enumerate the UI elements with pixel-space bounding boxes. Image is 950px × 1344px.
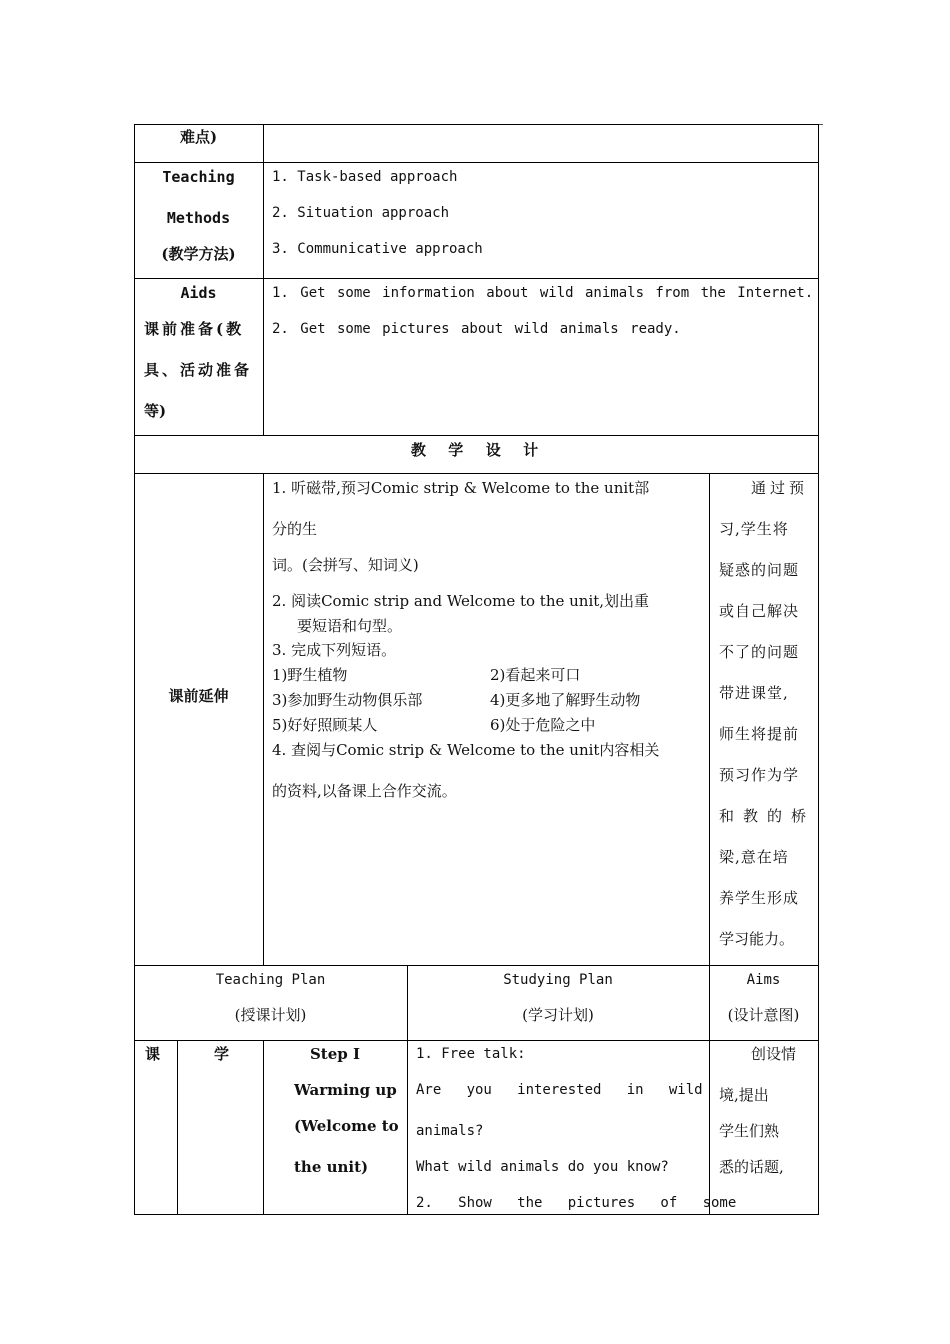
step-title: Step Ⅰ (309, 1045, 361, 1063)
teaching-plan-header-cn: (授课计划) (234, 1006, 307, 1024)
phrase-item: 4)更多地了解野生动物 (490, 691, 641, 709)
row-divider (134, 473, 819, 474)
step-title: the unit) (294, 1158, 369, 1176)
aids-label-cn: 具、活动准备 (144, 361, 253, 379)
preview-line: 3. 完成下列短语。 (272, 641, 397, 659)
study-line: What wild animals do you know? (416, 1159, 669, 1175)
aids-label-cn: 等) (144, 402, 167, 420)
study-line: 2. Show the pictures of some (416, 1195, 737, 1211)
aids-label-en: Aids (180, 284, 217, 302)
methods-label-cn: (教学方法) (161, 245, 236, 263)
phrase-item: 1)野生植物 (272, 666, 348, 684)
method-item: 3. Communicative approach (272, 241, 483, 257)
column-divider (177, 1040, 178, 1215)
preview-line: 要短语和句型。 (297, 617, 403, 635)
column-divider (407, 965, 408, 1215)
preview-line: 1. 听磁带,预习Comic strip & Welcome to the unit部 (272, 479, 650, 497)
study-line: Are you interested in wild (416, 1082, 703, 1098)
preview-aims-line: 习,学生将 (719, 520, 789, 538)
preview-line: 词。(会拼写、知词义) (272, 556, 419, 574)
phrase-item: 2)看起来可口 (490, 666, 581, 684)
method-item: 2. Situation approach (272, 205, 450, 221)
row-divider (134, 1040, 819, 1041)
column-divider (263, 124, 264, 435)
study-line: animals? (416, 1123, 484, 1139)
aids-label-cn: 课前准备(教 (144, 320, 245, 338)
aids-item: 2. Get some pictures about wild animals ready. (272, 321, 681, 337)
difficulty-label: 难点) (179, 128, 218, 146)
phrase-item: 5)好好照顾某人 (272, 716, 378, 734)
method-item: 1. Task-based approach (272, 169, 458, 185)
methods-label-en: Teaching (162, 168, 235, 186)
aims-header-cn: (设计意图) (727, 1006, 800, 1024)
table-border-right (818, 124, 819, 1215)
preview-aims-line: 通过预 (751, 479, 809, 497)
step-aims-line: 学生们熟 (719, 1122, 780, 1140)
preview-aims-line: 预习作为学 (719, 766, 800, 784)
design-header: 教 学 设 计 (410, 441, 543, 459)
methods-label-en2: Methods (166, 209, 231, 227)
phrase-item: 3)参加野生动物俱乐部 (272, 691, 423, 709)
preview-line: 2. 阅读Comic strip and Welcome to the unit,划出重 (272, 592, 650, 610)
row-divider (134, 435, 819, 436)
preview-aims-line: 不了的问题 (719, 643, 800, 661)
column-divider (263, 1040, 264, 1215)
preview-aims-line: 疑惑的问题 (719, 561, 800, 579)
column-divider (263, 473, 264, 965)
phrase-item: 6)处于危险之中 (490, 716, 596, 734)
step-aims-line: 创设情 (751, 1045, 797, 1063)
preview-aims-line: 学习能力。 (719, 930, 795, 948)
aids-item: 1. Get some information about wild animals from the Internet. (272, 285, 814, 301)
teaching-plan-header: Teaching Plan (215, 972, 326, 988)
step-col1: 课 (145, 1045, 161, 1063)
table-border-bottom (134, 1214, 819, 1215)
table-border-top (134, 124, 819, 125)
column-divider (709, 473, 710, 965)
step-title: Warming up (294, 1081, 397, 1099)
step-title: (Welcome to (294, 1117, 399, 1135)
study-line: 1. Free talk: (416, 1046, 526, 1062)
preview-label: 课前延伸 (168, 687, 229, 705)
aims-header: Aims (746, 972, 781, 988)
row-divider (134, 278, 819, 279)
column-divider (709, 965, 710, 1215)
row-divider (134, 965, 819, 966)
corner-mark (819, 124, 823, 125)
preview-aims-line: 和教的桥 (719, 807, 816, 825)
preview-aims-line: 养学生形成 (719, 889, 800, 907)
row-divider (134, 162, 819, 163)
step-col2: 学 (214, 1045, 230, 1063)
studying-plan-header: Studying Plan (503, 972, 613, 988)
step-aims-line: 悉的话题, (719, 1158, 784, 1176)
preview-line: 4. 查阅与Comic strip & Welcome to the unit内容相关 (272, 741, 660, 759)
studying-plan-header-cn: (学习计划) (522, 1006, 594, 1024)
preview-aims-line: 带进课堂, (719, 684, 789, 702)
preview-aims-line: 或自己解决 (719, 602, 800, 620)
preview-line: 分的生 (272, 520, 318, 538)
preview-aims-line: 梁,意在培 (719, 848, 789, 866)
step-aims-line: 境,提出 (719, 1086, 769, 1104)
preview-line: 的资料,以备课上合作交流。 (272, 782, 457, 800)
preview-aims-line: 师生将提前 (719, 725, 800, 743)
